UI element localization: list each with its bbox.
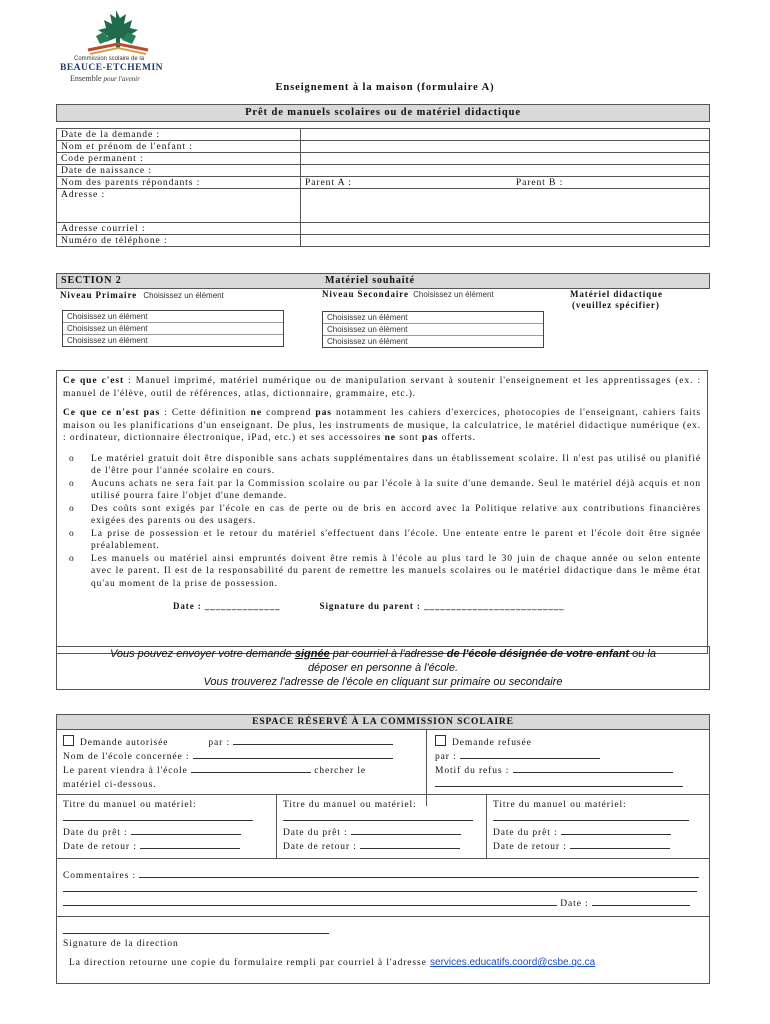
- envoi-line1-b: par courriel à l'adresse: [332, 648, 444, 660]
- pret-col-1: [57, 795, 277, 859]
- list-item: [63, 478, 701, 503]
- date-retour-label: Date de retour :: [493, 842, 567, 852]
- def-text-1: : Cette définition: [164, 408, 247, 418]
- retour-text: La direction retourne une copie du formulaire rempli par courriel à l'adresse: [69, 958, 427, 968]
- titre-manuel-label: Titre du manuel ou matériel:: [63, 800, 197, 810]
- bullet-icon: o: [69, 553, 75, 564]
- commentaires-field[interactable]: [139, 877, 699, 878]
- secondaire-label: Niveau Secondaire: [322, 289, 409, 299]
- refusee-label: Demande refusée: [452, 738, 532, 748]
- field-date-demande[interactable]: [301, 129, 710, 141]
- section2-title: Matériel souhaité: [325, 275, 416, 286]
- signature-block: [57, 916, 709, 982]
- field-courriel[interactable]: [301, 223, 710, 235]
- label-date-naissance: Date de naissance :: [57, 165, 301, 177]
- ce-que-ce-n-est-pas: [63, 407, 701, 445]
- field-nom-enfant[interactable]: [301, 141, 710, 153]
- def-text-2: comprend: [266, 408, 312, 418]
- date-direction-label: Date :: [560, 899, 589, 909]
- primaire-item[interactable]: Choisissez un élément: [63, 311, 283, 323]
- field-adresse[interactable]: [301, 189, 710, 223]
- motif-field-2[interactable]: [435, 786, 683, 787]
- date-pret-label: Date du prêt :: [63, 828, 128, 838]
- field-telephone[interactable]: [301, 235, 710, 247]
- signature-direction-label: Signature de la direction: [63, 939, 179, 949]
- secondaire-header: [322, 289, 494, 299]
- field-parents[interactable]: [301, 177, 710, 189]
- bullet-icon: o: [69, 528, 75, 539]
- def-text-4: sont: [399, 433, 419, 443]
- definition-box: [56, 370, 708, 654]
- def-pas-2: pas: [421, 433, 439, 443]
- didactique-note: (veuillez spécifier): [572, 300, 660, 310]
- label-telephone: Numéro de téléphone :: [57, 235, 301, 247]
- ce-que-c-est: [63, 375, 701, 400]
- subtitle: Prêt de manuels scolaires ou de matériel didactique: [245, 107, 521, 118]
- signature-parent-field[interactable]: Signature du parent : __________________________: [319, 601, 565, 611]
- date-retour-label: Date de retour :: [63, 842, 137, 852]
- logo-org-line1: Commission scolaire de la: [74, 56, 145, 62]
- section2-bar: [56, 273, 710, 289]
- label-parent-a: Parent A :: [305, 177, 352, 188]
- info-table: [56, 128, 710, 247]
- label-nom-enfant: Nom et prénom de l'enfant :: [57, 141, 301, 153]
- parent-viendra-field[interactable]: [191, 772, 311, 773]
- field-code-permanent[interactable]: [301, 153, 710, 165]
- date-pret-label: Date du prêt :: [283, 828, 348, 838]
- didactique-label: Matériel didactique: [570, 289, 663, 299]
- def-ne: ne: [250, 408, 262, 418]
- logo-org-line2: BEAUCE-ETCHEMIN: [60, 63, 164, 73]
- list-item-text: Les manuels ou matériel ainsi empruntés doivent être remis à l'école au plus tard le 30 juin de chaque année ou selon entente avec le parent. Il est de la responsabilité du parent de remettre les manuels scolaires ou le matériel didactique dans le même état qu'au moment de la prise de possession.: [91, 553, 701, 589]
- primaire-item[interactable]: Choisissez un élément: [63, 323, 283, 335]
- retour-line: [63, 957, 703, 968]
- list-item-text: Des coûts sont exigés par l'école en cas de perte ou de bris en accord avec la Politique relative aux contributions financières exigées des parents ou des usagers.: [91, 503, 701, 526]
- field-date-naissance[interactable]: [301, 165, 710, 177]
- def-ne-2: ne: [384, 433, 396, 443]
- envoi-signee: signée: [294, 648, 330, 660]
- titre-manuel-label: Titre du manuel ou matériel:: [493, 800, 627, 810]
- date-pret-label: Date du prêt :: [493, 828, 558, 838]
- commentaires-label: Commentaires :: [63, 871, 137, 881]
- date-retour-label: Date de retour :: [283, 842, 357, 852]
- titre-manuel-label: Titre du manuel ou matériel:: [283, 800, 417, 810]
- primaire-list: [62, 310, 284, 347]
- chercher-label: chercher le: [314, 766, 367, 776]
- titre-manuel-field[interactable]: [63, 820, 253, 821]
- logo-tagline-b: pour l'avenir: [103, 75, 140, 83]
- def-text-5: offerts.: [441, 433, 476, 443]
- signature-row: [63, 600, 701, 613]
- reserve-section: [56, 714, 710, 984]
- parent-viendra-label: Le parent viendra à l'école: [63, 766, 188, 776]
- envoi-ecole-designee: de l'école désignée de votre enfant: [446, 648, 630, 660]
- label-nom-parents: Nom des parents répondants :: [57, 177, 301, 189]
- bullet-icon: o: [69, 453, 75, 464]
- materiel-label: matériel ci-dessous.: [63, 780, 157, 790]
- label-date-demande: Date de la demande :: [57, 129, 301, 141]
- label-parent-b: Parent B :: [515, 177, 564, 188]
- refusee-par-field[interactable]: [460, 758, 600, 759]
- label-courriel: Adresse courriel :: [57, 223, 301, 235]
- secondaire-select[interactable]: Choisissez un élément: [413, 290, 494, 299]
- titre-manuel-field[interactable]: [493, 820, 689, 821]
- date-parent-field[interactable]: Date : ______________: [173, 601, 281, 611]
- autorisee-par-field[interactable]: [233, 744, 393, 745]
- commentaires-field-3[interactable]: [63, 905, 557, 906]
- envoi-box: [56, 646, 710, 690]
- list-item: [63, 503, 701, 528]
- pret-col-3: [487, 795, 709, 859]
- maple-leaf-logo-icon: [60, 8, 180, 56]
- page-title: Enseignement à la maison (formulaire A): [275, 82, 495, 93]
- list-item: [63, 528, 701, 553]
- commentaires-field-2[interactable]: [63, 891, 697, 892]
- bullet-icon: o: [69, 503, 75, 514]
- autorisee-label: Demande autorisée: [80, 738, 169, 748]
- bullet-icon: o: [69, 478, 75, 489]
- primaire-label: Niveau Primaire: [60, 290, 138, 300]
- signature-direction-field[interactable]: [63, 917, 329, 934]
- logo-tagline-a: Ensemble: [70, 74, 102, 83]
- list-item-text: La prise de possession et le retour du matériel s'effectuent dans l'école. Une entente entre le parent et l'école doit être signée préalablement.: [91, 528, 701, 551]
- pret-col-2: [277, 795, 487, 859]
- refusee-checkbox[interactable]: [435, 735, 446, 746]
- email-link[interactable]: services.educatifs.coord@csbe.qc.ca: [430, 957, 596, 968]
- ecole-concernee-label: Nom de l'école concernée :: [63, 752, 190, 762]
- primaire-item[interactable]: Choisissez un élément: [67, 336, 148, 345]
- conditions-list: [63, 453, 701, 591]
- date-retour-field[interactable]: [140, 848, 240, 849]
- autorisee-checkbox[interactable]: [63, 735, 74, 746]
- list-item: [63, 553, 701, 591]
- date-pret-field[interactable]: [131, 834, 241, 835]
- list-item-text: Aucuns achats ne sera fait par la Commission scolaire ou par l'école à la suite d'une demande. Seul le matériel déjà acquis et non utilisé pourra faire l'objet d'une demande.: [91, 478, 701, 501]
- ce-que-c-est-text: : Manuel imprimé, matériel numérique ou de manipulation servant à soutenir l'enseignement et les apprentissages (ex. : manuel de l'élève, outil de références, atlas, dictionnaire, grammaire, etc.).: [63, 376, 701, 399]
- didactique-header: [570, 289, 663, 311]
- motif-label: Motif du refus :: [435, 766, 510, 776]
- primaire-header: [60, 290, 224, 300]
- motif-field[interactable]: [513, 772, 673, 773]
- commentaires-block: [57, 858, 709, 916]
- list-item-text: Le matériel gratuit doit être disponible sans achats supplémentaires dans un établissement scolaire. Il n'est pas utilisé ou planifié de l'être pour l'année scolaire en cours.: [91, 453, 701, 476]
- logo: [60, 8, 180, 84]
- date-retour-field[interactable]: [360, 848, 460, 849]
- secondaire-item[interactable]: Choisissez un élément: [323, 312, 543, 324]
- def-pas: pas: [315, 408, 332, 418]
- date-pret-field[interactable]: [561, 834, 671, 835]
- date-pret-field[interactable]: [351, 834, 461, 835]
- label-code-permanent: Code permanent :: [57, 153, 301, 165]
- par2-label: par :: [435, 752, 457, 762]
- primaire-select[interactable]: Choisissez un élément: [143, 291, 224, 300]
- section2-label: SECTION 2: [61, 275, 122, 286]
- ce-que-c-est-label: Ce que c'est: [63, 376, 125, 386]
- envoi-line3[interactable]: Vous trouverez l'adresse de l'école en cliquant sur primaire ou secondaire: [203, 676, 563, 688]
- titre-manuel-field[interactable]: [283, 820, 473, 821]
- ecole-concernee-field[interactable]: [193, 758, 393, 759]
- envoi-line2: déposer en personne à l'école.: [307, 662, 459, 674]
- pret-row: [57, 794, 709, 859]
- secondaire-item[interactable]: Choisissez un élément: [323, 324, 543, 336]
- label-adresse: Adresse :: [57, 189, 301, 223]
- reserve-title: ESPACE RÉSERVÉ À LA COMMISSION SCOLAIRE: [57, 715, 709, 730]
- def-text-3: notamment les cahiers d'exercices, photocopies de l'enseignant, cahiers faits maison ou les planifications d'un enseignant. De plus, les instruments de musique, la calculatrice, le matériel didactique numérique (ex. : ordinateur, dictionnaire électronique, iPad, etc.) et ses accessoires: [63, 408, 702, 443]
- envoi-line1-a: Vous pouvez envoyer votre demande: [109, 648, 292, 660]
- envoi-line1: [57, 647, 709, 661]
- date-retour-field[interactable]: [570, 848, 670, 849]
- par-label: par :: [208, 738, 231, 748]
- secondaire-list: [322, 311, 544, 348]
- envoi-line1-c: ou la: [632, 648, 657, 660]
- ce-que-ce-n-est-pas-label: Ce que ce n'est pas: [63, 408, 161, 418]
- subtitle-bar: [56, 104, 710, 122]
- secondaire-item[interactable]: Choisissez un élément: [327, 337, 408, 346]
- date-direction-field[interactable]: [592, 905, 690, 906]
- list-item: [63, 453, 701, 478]
